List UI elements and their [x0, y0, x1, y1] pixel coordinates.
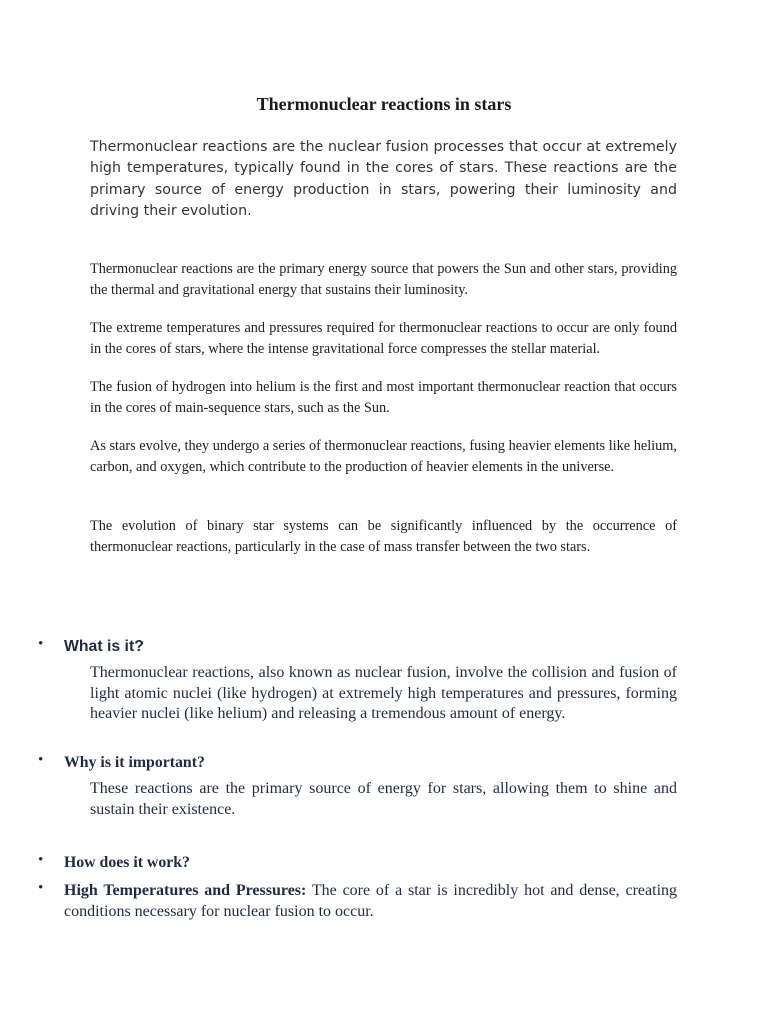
bullet-heading: What is it? [64, 638, 144, 655]
bullet-heading: Why is it important? [64, 754, 205, 771]
bullet-marker: • [38, 852, 44, 868]
what-is-it-text: Thermonuclear reactions, also known as nuclear fusion, involve the collision and fusion of light atomic nuclei (like hydrogen) at extremely high temperatures and pressures, forming heavier nuclei (like helium) and releasing a tremendous amount of energy. [90, 664, 677, 722]
bullet-heading: How does it work? [64, 854, 190, 871]
paragraph-hydrogen-fusion: The fusion of hydrogen into helium is the first and most important thermonuclear reaction that occurs in the cores of main-sequence stars, such as the Sun. [90, 379, 677, 416]
bullet-marker: • [38, 880, 44, 896]
bullet-body: The core of a star is incredibly hot and dense, creating conditions necessary for nuclear fusion to occur. [64, 882, 678, 920]
paragraph-energy-source: Thermonuclear reactions are the primary energy source that powers the Sun and other stars, providing the thermal and gravitational energy that sustains their luminosity. [90, 261, 677, 298]
paragraph-extreme-conditions: The extreme temperatures and pressures required for thermonuclear reactions to occur are only found in the cores of stars, where the intense gravitational force compresses the stellar material. [90, 320, 677, 357]
bullet-marker: • [38, 752, 44, 768]
page-title: Thermonuclear reactions in stars [256, 94, 512, 114]
paragraph-binary-systems: The evolution of binary star systems can be significantly influenced by the occurrence of thermonuclear reactions, particularly in the case of mass transfer between the two stars. [90, 518, 677, 555]
why-important-text: These reactions are the primary source of energy for stars, allowing them to shine and sustain their existence. [90, 780, 677, 818]
intro-paragraph: Thermonuclear reactions are the nuclear fusion processes that occur at extremely high temperatures, typically found in the cores of stars. These reactions are the primary source of energy production in stars, powering their luminosity and driving their evolution. [90, 139, 677, 219]
bullet-heading: High Temperatures and Pressures: [64, 882, 307, 899]
high-temperatures-text [64, 880, 677, 922]
bullet-marker: • [38, 636, 44, 652]
paragraph-stellar-evolution: As stars evolve, they undergo a series of thermonuclear reactions, fusing heavier elements like helium, carbon, and oxygen, which contribute to the production of heavier elements in the universe. [90, 438, 677, 475]
